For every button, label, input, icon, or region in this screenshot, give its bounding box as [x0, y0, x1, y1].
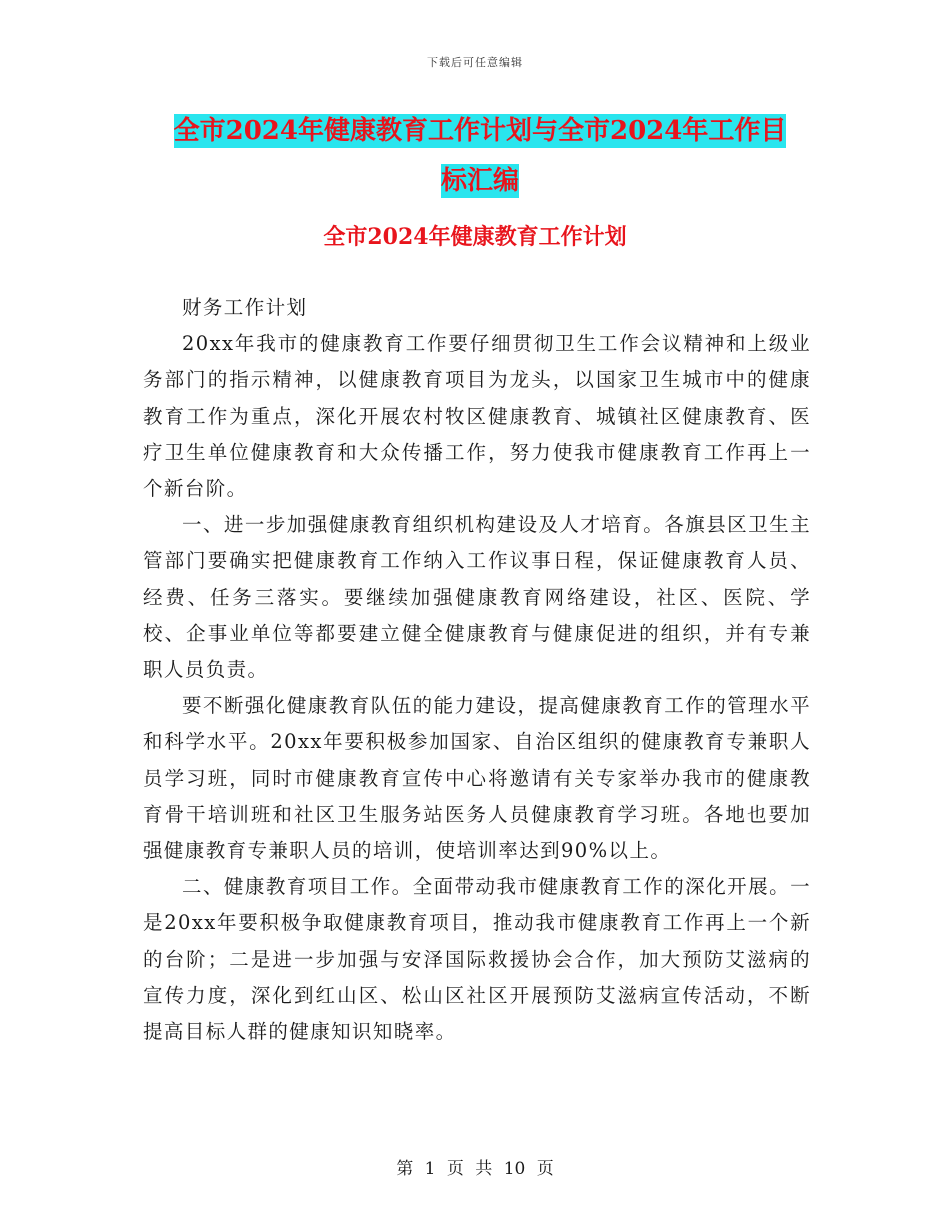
section-title: 全市2024年健康教育工作计划	[323, 224, 627, 250]
page-footer: 第 1 页 共 10 页	[396, 1159, 554, 1179]
paragraph: 要不断强化健康教育队伍的能力建设，提高健康教育工作的管理水平和科学水平。20xx年要积极参加国家、自治区组织的健康教育专兼职人员学习班，同时市健康教育宣传中心将邀请有关专家举办我市的健康教育骨干培训班和社区卫生服务站医务人员健康教育学习班。各地也要加强健康教育专兼职人员的培训，使培训率达到90%以上。	[143, 694, 811, 863]
document-title-line2: 标汇编	[440, 166, 519, 196]
paragraph: 20xx年我市的健康教育工作要仔细贯彻卫生工作会议精神和上级业务部门的指示精神，以健康教育项目为龙头，以国家卫生城市中的健康教育工作为重点，深化开展农村牧区健康教育、城镇社区健康教育、医疗卫生单位健康教育和大众传播工作，努力使我市健康教育工作再上一个新台阶。	[143, 332, 811, 501]
document-title-line1: 全市2024年健康教育工作计划与全市2024年工作目	[173, 116, 787, 146]
paragraph: 一、进一步加强健康教育组织机构建设及人才培育。各旗县区卫生主管部门要确实把健康教育工作纳入工作议事日程，保证健康教育人员、经费、任务三落实。要继续加强健康教育网络建设，社区、医院、学校、企事业单位等都要建立健全健康教育与健康促进的组织，并有专兼职人员负责。	[143, 513, 811, 682]
header-note: 下载后可任意编辑	[427, 56, 523, 69]
paragraph: 二、健康教育项目工作。全面带动我市健康教育工作的深化开展。一是20xx年要积极争取健康教育项目，推动我市健康教育工作再上一个新的台阶；二是进一步加强与安泽国际救援协会合作，加大预防艾滋病的宣传力度，深化到红山区、松山区社区开展预防艾滋病宣传活动，不断提高目标人群的健康知识知晓率。	[143, 875, 811, 1044]
document-title	[140, 106, 820, 206]
paragraph-subtitle: 财务工作计划	[182, 296, 308, 319]
document-body	[143, 290, 811, 1050]
